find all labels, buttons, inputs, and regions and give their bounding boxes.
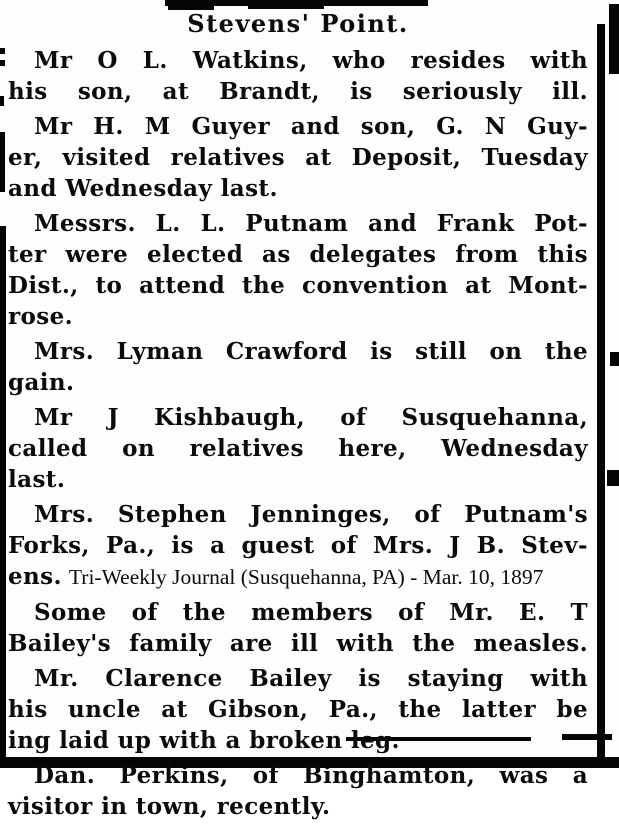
article-line: Mr. Clarence Bailey is staying with [34,665,588,692]
news-paragraph-bailey-measles [8,597,588,659]
article-line: last. [8,466,66,493]
left-column-rule-upper [0,132,5,192]
article-line: Dist., to attend the convention at Mont- [8,272,588,299]
article-line: his son, at Brandt, is seriously ill. [8,78,588,105]
news-paragraph-crawford [8,336,588,398]
news-paragraph-kishbaugh [8,402,588,495]
news-column [8,8,588,826]
article-line: Messrs. L. L. Putnam and Frank Pot- [34,210,588,237]
article-line: Mrs. Stephen Jenninges, of Putnam's [34,501,588,528]
article-line: Dan. Perkins, of Binghamton, was a [34,762,588,789]
article-line: rose. [8,303,74,330]
article-line-fragment: ens. [8,563,62,590]
news-paragraph-clarence-bailey [8,663,588,756]
article-line: Mrs. Lyman Crawford is still on the [34,338,588,365]
news-paragraph-putnam-potter [8,208,588,332]
article-line: Mr O L. Watkins, who resides with [34,47,588,74]
adjacent-column-fragment-lower [607,470,619,486]
article-line: Bailey's family are ill with the measles. [8,630,588,657]
right-column-rule [597,24,605,768]
article-line: and Wednesday last. [8,175,278,202]
left-edge-mark-1 [0,48,5,54]
article-line: called on relatives here, Wednesday [8,435,588,462]
left-edge-mark-3 [0,96,4,106]
adjacent-column-fragment-top [609,4,619,74]
news-paragraph-perkins [8,760,588,822]
source-citation: Tri-Weekly Journal (Susquehanna, PA) - Mar. 10, 1897 [68,565,544,589]
article-line: visitor in town, recently. [8,793,331,820]
article-line: gain. [8,369,75,396]
article-line: his uncle at Gibson, Pa., the latter be [8,696,588,723]
article-line: Forks, Pa., is a guest of Mrs. J B. Stev- [8,532,588,559]
article-line: ter were elected as delegates from this [8,241,588,268]
left-column-rule-lower [0,226,6,768]
article-line: Some of the members of Mr. E. T [34,599,588,626]
article-line: ing laid up with a broken leg. [8,727,400,754]
news-paragraph-watkins [8,45,588,107]
article-line-with-citation [8,561,588,593]
article-line: Mr H. M Guyer and son, G. N Guy- [34,113,588,140]
section-title: Stevens' Point. [187,9,409,38]
news-paragraph-jenninges [8,499,588,593]
article-line: Mr J Kishbaugh, of Susquehanna, [34,404,588,431]
left-edge-mark-2 [0,60,5,66]
article-line: er, visited relatives at Deposit, Tuesday [8,144,588,171]
news-paragraph-guyer [8,111,588,204]
adjacent-column-fragment-mid [610,352,619,366]
